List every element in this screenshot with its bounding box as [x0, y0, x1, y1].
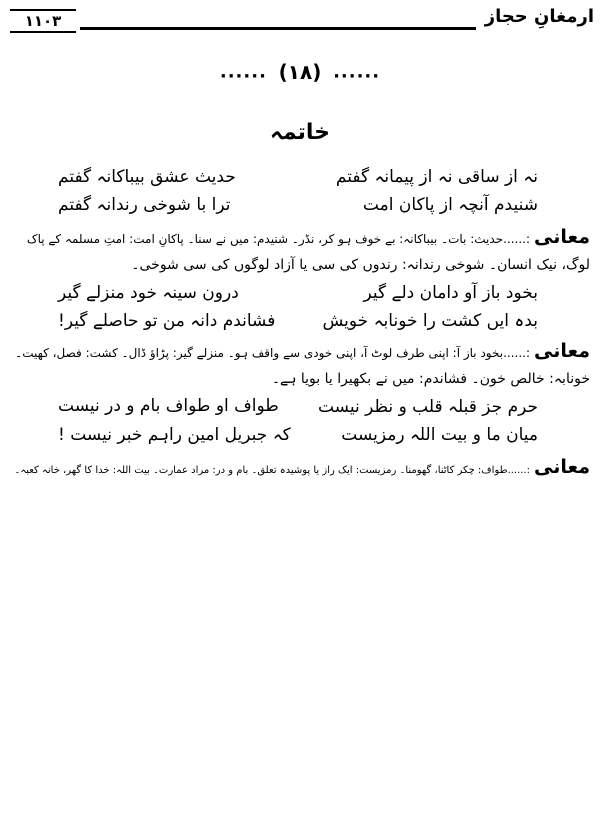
verse-second-hemistich: حدیث عشق بیباکانہ گفتم	[58, 167, 236, 187]
meaning-line	[10, 454, 590, 484]
verse	[58, 194, 538, 222]
section-dots-left: ......	[219, 61, 267, 83]
meaning-line	[10, 338, 590, 366]
header-rule	[80, 27, 476, 30]
verse	[58, 166, 538, 194]
book-title: ارمغانِ حجاز	[484, 6, 594, 27]
verse-first-hemistich: بخود باز آو دامان دلے گیر	[363, 283, 538, 303]
verse-second-hemistich: درون سینہ خود منزلے گیر	[58, 283, 239, 303]
verse-first-hemistich: شنیدم آنچہ از پاکان امت	[362, 195, 538, 215]
verse-first-hemistich: نہ از ساقی نہ از پیمانہ گفتم	[335, 167, 538, 187]
meaning-block	[10, 224, 590, 278]
meaning-line: لوگ، نیک انسان۔ شوخی رندانہ: رندوں کی سی یا آزاد لوگوں کی سی شوخی۔	[131, 257, 590, 273]
running-header	[8, 4, 594, 34]
verse-first-hemistich: بدہ ایں کشت را خونابہ خویش	[322, 311, 538, 331]
section-dots-right: ......	[333, 61, 381, 83]
poem-title: خاتمہ	[269, 120, 331, 145]
meaning-line	[10, 224, 590, 252]
verse-second-hemistich: ترا با شوخی رندانہ گفتم	[58, 195, 231, 215]
meaning-block	[10, 338, 590, 392]
meaning-label: معانی	[534, 340, 590, 362]
page-number: ۱۱۰۳	[10, 9, 76, 33]
meaning-line: خونابہ: خالص خون۔ فشاندم: میں نے بکھیرا یا بویا ہے۔	[271, 371, 590, 387]
verse-second-hemistich: طواف او طواف بام و در نیست	[58, 396, 279, 416]
verse	[58, 282, 538, 310]
meaning-text: :......طواف: چکر کاٹنا، گھومنا۔ رمزیست: ایک راز یا پوشیدہ تعلق۔ بام و در: مراد عمارت۔ بیت اللہ: خدا کا گھر، خانہ کعبہ۔	[14, 465, 531, 476]
verse-first-hemistich: حرم جز قبلہ قلب و نظر نیست	[317, 397, 538, 417]
meaning-text: :......حدیث: بات۔ بیباکانہ: بے خوف ہو کر، نڈر۔ شنیدم: میں نے سنا۔ پاکانِ امت: امتِ مسلمہ کے پاک	[26, 232, 531, 246]
meaning-label: معانی	[534, 456, 590, 478]
verse	[58, 424, 538, 452]
meaning-text: :......بخود باز آ: اپنی طرف لوٹ آ، اپنی خودی سے واقف ہو۔ منزلے گیر: پڑاؤ ڈال۔ کشت: فصل، کھیت۔	[15, 346, 531, 360]
verse-second-hemistich: فشاندم دانہ من تو حاصلے گیر!	[58, 311, 276, 331]
section-number: (۱۸)	[278, 60, 322, 84]
verse	[58, 310, 538, 338]
meaning-label: معانی	[534, 226, 590, 248]
verse-first-hemistich: میان ما و بیت اللہ رمزیست	[341, 425, 538, 445]
section-number-block	[0, 60, 600, 94]
verse	[58, 396, 538, 424]
verse-second-hemistich: کہ جبریل امین راہم خبر نیست !	[58, 425, 291, 445]
meaning-block	[10, 454, 590, 484]
